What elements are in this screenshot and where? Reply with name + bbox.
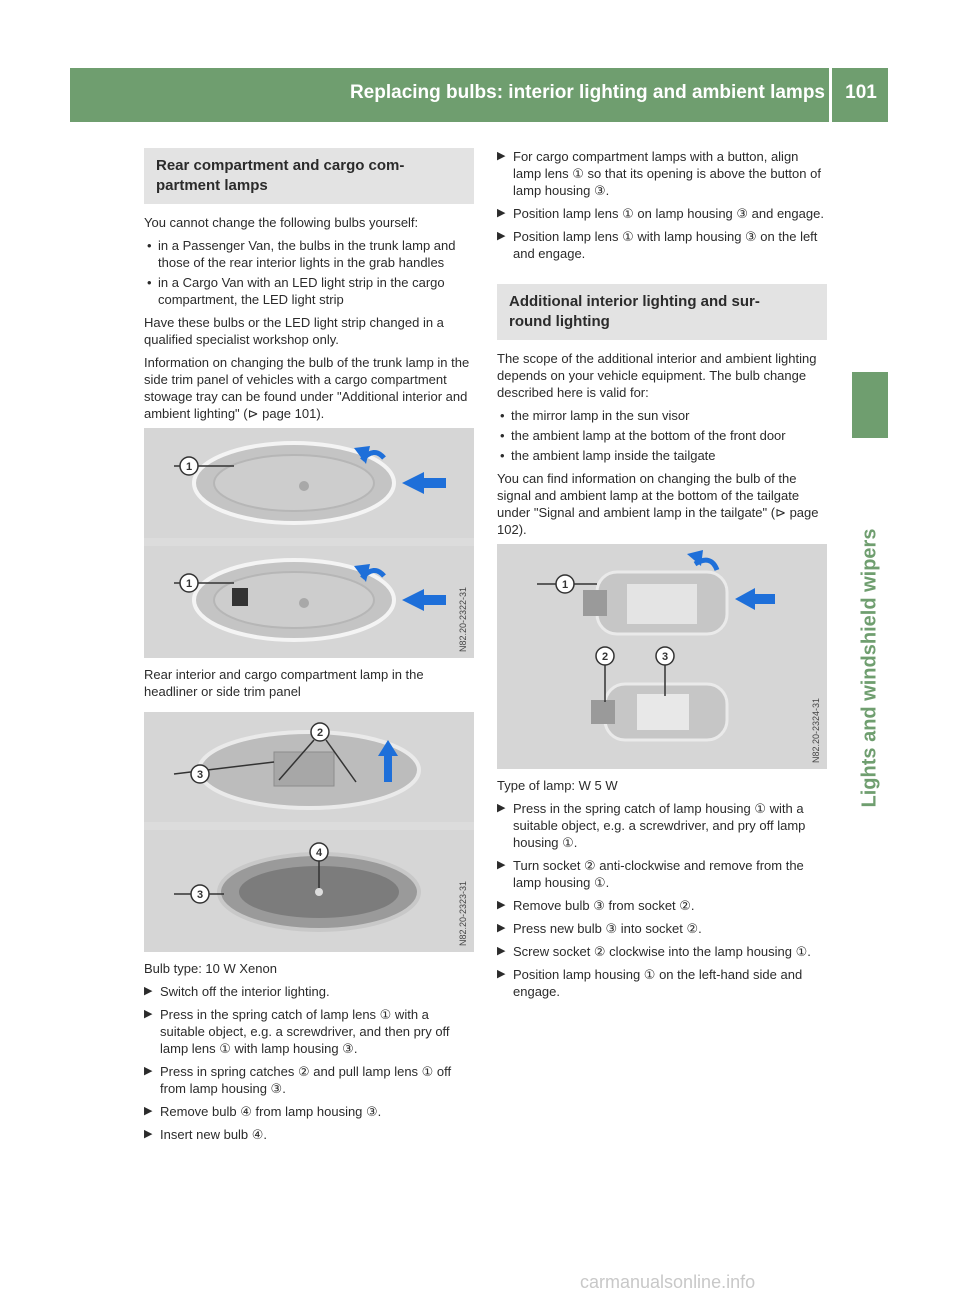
step-arrow-icon: ▶ [144,1008,153,1020]
figure-code: N82.20-2324-31 [811,697,821,763]
step-item: ▶ Turn socket ② anti-clockwise and remove from the lamp housing ①. [497,858,804,890]
heading-text: Additional interior lighting and sur- round lighting [509,293,760,330]
callout-1: 1 [185,578,193,590]
list-item: • in a Cargo Van with an LED light strip in the cargo compartment, the LED light strip [144,274,474,308]
intro-text: You cannot change the following bulbs yourself: [144,215,419,230]
section-heading-rear-lamps [144,148,474,204]
callout-3: 3 [196,769,204,781]
step-item: ▶ Press new bulb ③ into socket ②. [497,921,702,936]
page-header-title: Replacing bulbs: interior lighting and ambient lamps [349,82,825,103]
chapter-label: Lights and windshield wipers [858,528,881,808]
figure-rear-lamp-lens [144,428,474,658]
list-item: • the ambient lamp at the bottom of the front door [497,427,827,444]
page-number: 101 [845,82,877,103]
section-heading-additional-lighting [497,284,827,340]
callout-3: 3 [196,889,204,901]
figure-rear-lamp-housing [144,712,474,952]
bulb-type: Bulb type: 10 W Xenon [144,961,277,976]
step-item: ▶ Insert new bulb ④. [144,1127,268,1142]
right-column [497,148,827,1006]
list-item: • the ambient lamp inside the tailgate [497,447,827,464]
validity-list [497,407,827,464]
callout-3: 3 [661,651,669,663]
step-arrow-icon: ▶ [144,1105,153,1117]
tailgate-note: You can find information on changing the bulb of the signal and ambient lamp at the bottom of the tailgate under "Signal and ambient lamp in the tailgate" (⊳ page 102). [497,471,819,537]
step-arrow-icon: ▶ [497,899,506,911]
step-item: ▶ For cargo compartment lamps with a button, align lamp lens ① so that its opening is above the button of lamp housing ③. [497,149,821,198]
step-item: ▶ Press in the spring catch of lamp lens ① with a suitable object, e.g. a screwdriver, and then pry off lamp lens ① with lamp housing ③. [144,1007,450,1056]
lamp-type: Type of lamp: W 5 W [497,778,618,793]
header-separator [829,68,832,122]
step-item: ▶ Remove bulb ④ from lamp housing ③. [144,1104,382,1119]
step-item: ▶ Position lamp housing ① on the left-hand side and engage. [497,967,803,999]
footer-watermark: carmanualsonline.info [580,1272,756,1292]
step-item: ▶ Screw socket ② clockwise into the lamp housing ①. [497,944,811,959]
step-arrow-icon: ▶ [144,1065,153,1077]
figure-code: N82.20-2322-31 [458,586,468,652]
chapter-tab [852,372,888,438]
step-arrow-icon: ▶ [497,150,506,162]
step-item: ▶ Press in the spring catch of lamp housing ① with a suitable object, e.g. a screwdriver, and pry off lamp housing ①. [497,801,806,850]
step-item: ▶ Position lamp lens ① with lamp housing ③ on the left and engage. [497,229,818,261]
scope-text: The scope of the additional interior and ambient lighting depends on your vehicle equipment. The bulb change described here is valid for: [497,351,817,400]
workshop-note: Have these bulbs or the LED light strip changed in a qualified specialist workshop only. [144,315,444,347]
step-arrow-icon: ▶ [497,922,506,934]
list-item: • the mirror lamp in the sun visor [497,407,827,424]
instruction-steps [144,983,474,1143]
step-arrow-icon: ▶ [497,945,506,957]
step-item: ▶ Remove bulb ③ from socket ②. [497,898,695,913]
callout-2: 2 [316,727,324,739]
step-item: ▶ Position lamp lens ① on lamp housing ③ and engage. [497,206,824,221]
trunk-lamp-note: Information on changing the bulb of the trunk lamp in the side trim panel of vehicles with a cargo compartment stowage tray can be found under "Additional interior and ambient lighting" (⊳ page 101). [144,355,470,421]
step-arrow-icon: ▶ [497,802,506,814]
step-arrow-icon: ▶ [144,985,153,997]
figure-caption: Rear interior and cargo compartment lamp in the headliner or side trim panel [144,667,424,699]
exceptions-list [144,237,474,308]
left-column [144,148,474,1149]
figure-code: N82.20-2323-31 [458,880,468,946]
callout-4: 4 [315,847,323,859]
step-arrow-icon: ▶ [497,207,506,219]
step-item: ▶ Press in spring catches ② and pull lamp lens ① off from lamp housing ③. [144,1064,452,1096]
instruction-steps-continued [497,148,827,262]
list-item: • in a Passenger Van, the bulbs in the trunk lamp and those of the rear interior lights in the grab handles [144,237,474,271]
step-item: ▶ Switch off the interior lighting. [144,984,330,999]
step-arrow-icon: ▶ [497,968,506,980]
figure-ambient-lamp [497,544,827,769]
ambient-lamp-steps [497,800,827,1000]
step-arrow-icon: ▶ [497,859,506,871]
callout-2: 2 [601,651,609,663]
step-arrow-icon: ▶ [497,230,506,242]
callout-1: 1 [185,461,193,473]
step-arrow-icon: ▶ [144,1128,153,1140]
callout-1: 1 [561,579,569,591]
heading-text: Rear compartment and cargo com- partment lamps [156,157,405,194]
